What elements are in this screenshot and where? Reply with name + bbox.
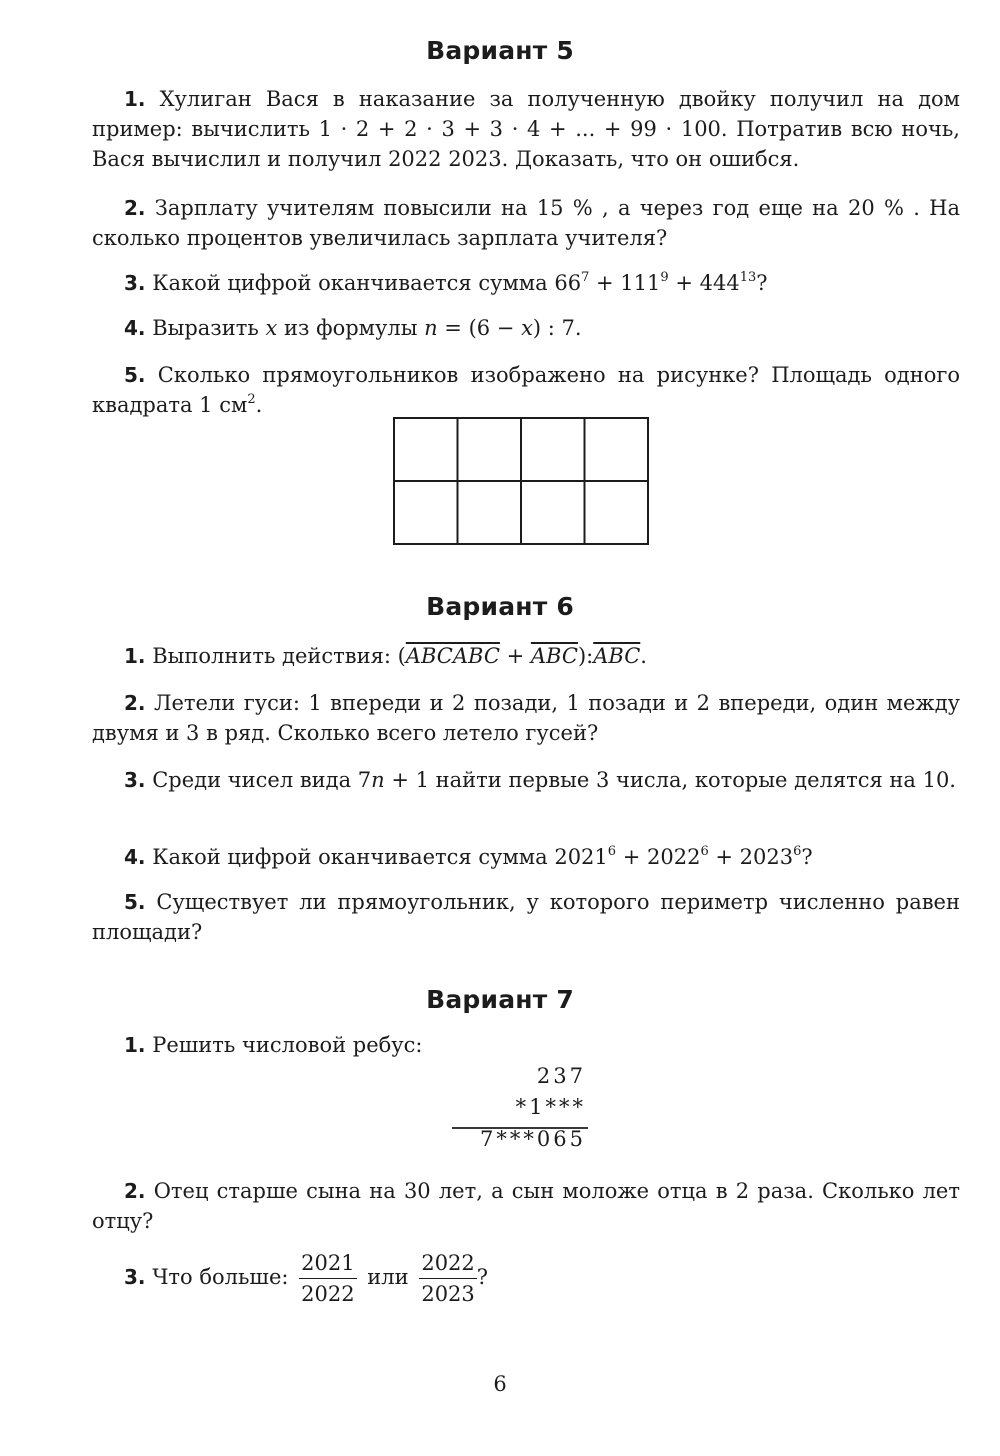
problem-text: Летели гуси: 1 впереди и 2 позади, 1 позади и 2 впереди, один между двумя и 3 в ряд. Сколько всего летело гусей? [92, 691, 960, 745]
exponent: 7 [581, 270, 590, 285]
fraction-denominator: 2022 [301, 1282, 355, 1306]
overlined-number: $\overline{ABC}$ [530, 644, 578, 668]
fraction-numerator: 2022 [419, 1248, 476, 1279]
v5-problem-2 [92, 193, 960, 253]
v7-problem-3 [92, 1248, 960, 1309]
problem-text: + 2023 [708, 845, 794, 869]
v5-problem-3 [92, 268, 960, 298]
problem-text: Существует ли прямоугольник, у которого периметр численно равен площади? [92, 890, 960, 944]
v6-problem-3 [92, 765, 960, 795]
problem-text: ? [801, 845, 813, 869]
problem-text: + 2022 [616, 845, 701, 869]
variant-6-title: Вариант 6 [426, 592, 574, 621]
problem-number: 1. [124, 644, 146, 668]
v6-problem-4 [92, 842, 960, 872]
v7-problem-1 [92, 1030, 960, 1060]
variable: n [424, 316, 438, 340]
fraction-2 [419, 1248, 476, 1309]
fraction-denominator: 2023 [421, 1282, 475, 1306]
overlined-number: ABCABC [405, 644, 500, 668]
problem-text: Хулиган Вася в наказание за полученную двойку получил на дом пример: вычислить 1 · 2 + 2 · 3 + 3 · 4 + ... + 99 · 100. Потратив всю ночь, Вася вычислил и получил 2022 2023. Доказать, что он ошибся. [92, 87, 960, 171]
v5-problem-4 [92, 313, 960, 343]
problem-text: ? [476, 1265, 489, 1289]
problem-text: Сколько прямоугольников изображено на рисунке? Площадь одного квадрата 1 см [92, 363, 960, 417]
problem-text: или [367, 1265, 409, 1289]
problem-text: . [640, 644, 647, 668]
exponent: 2 [247, 392, 256, 407]
problem-text: Что больше: [152, 1265, 289, 1289]
problem-number: 1. [124, 1033, 146, 1057]
fraction-numerator: 2021 [299, 1248, 356, 1279]
rebus-line-3: 7***065 [480, 1127, 586, 1151]
problem-number: 3. [124, 768, 146, 792]
formula-text: ) : 7. [532, 316, 582, 340]
v5-problem-5 [92, 360, 960, 420]
operator: ): [577, 644, 594, 668]
v7-problem-2 [92, 1176, 960, 1236]
v6-problem-5 [92, 887, 960, 947]
problem-text: Среди чисел вида 7 [152, 768, 372, 792]
variant-5-title: Вариант 5 [426, 36, 574, 65]
problem-number: 3. [124, 271, 146, 295]
problem-text: + 1 найти первые 3 числа, которые делятся на 10. [384, 768, 956, 792]
problem-text: Отец старше сына на 30 лет, а сын моложе отца в 2 раза. Сколько лет отцу? [92, 1179, 960, 1233]
variable: n [371, 768, 385, 792]
exponent: 6 [700, 844, 709, 859]
problem-text: из формулы [277, 316, 425, 340]
problem-text: + 111 [589, 271, 661, 295]
problem-number: 2. [124, 691, 146, 715]
rebus-line-1: 237 [536, 1064, 586, 1088]
problem-number: 2. [124, 196, 146, 220]
variable: x [265, 316, 278, 340]
exponent: 9 [660, 270, 669, 285]
problem-number: 3. [124, 1265, 146, 1289]
problem-text: ? [756, 271, 768, 295]
variant-7-title: Вариант 7 [426, 985, 574, 1014]
rebus-line-2: *1*** [515, 1095, 586, 1119]
overlined-number: $\overline{ABC}$ [593, 644, 641, 668]
problem-number: 2. [124, 1179, 146, 1203]
problem-number: 1. [124, 87, 146, 111]
problem-text: Решить числовой ребус: [152, 1033, 423, 1057]
v6-problem-1 [92, 641, 960, 671]
problem-text: . [255, 393, 263, 417]
rectangle-grid-figure [392, 416, 650, 546]
problem-text: Выполнить действия: ( [152, 644, 406, 668]
problem-number: 4. [124, 316, 146, 340]
problem-text: Какой цифрой оканчивается сумма 2021 [152, 845, 608, 869]
variable: x [521, 316, 533, 340]
exponent: 6 [607, 844, 617, 859]
exponent: 6 [793, 844, 802, 859]
exponent: 13 [739, 270, 757, 285]
fraction-1 [299, 1248, 356, 1309]
problem-number: 4. [124, 845, 146, 869]
problem-number: 5. [124, 890, 146, 914]
operator: + [499, 644, 531, 668]
v5-problem-1 [92, 84, 960, 174]
problem-text: + 444 [668, 271, 740, 295]
problem-text: Зарплату учителям повысили на 15 % , а через год еще на 20 % . На сколько процентов увеличилась зарплата учителя? [92, 196, 960, 250]
problem-text: Выразить [152, 316, 266, 340]
problem-number: 5. [124, 363, 146, 387]
formula-text: = (6 − [437, 316, 522, 340]
page-number: 6 [493, 1372, 507, 1396]
problem-text: Какой цифрой оканчивается сумма 66 [152, 271, 582, 295]
v6-problem-2 [92, 688, 960, 748]
